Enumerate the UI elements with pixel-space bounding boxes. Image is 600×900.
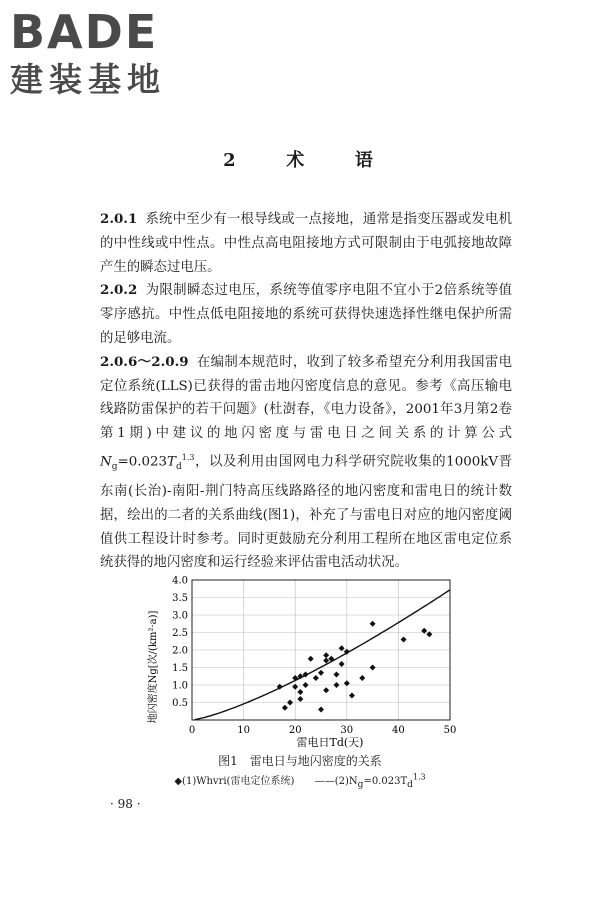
- paragraph-2-0-6: [100, 351, 512, 575]
- x-tick-label: 50: [443, 725, 457, 736]
- data-point: [308, 656, 314, 662]
- legend-formula-prefix: ——(2)N: [314, 776, 358, 787]
- data-point: [344, 680, 350, 686]
- y-tick-label: 0.5: [172, 698, 188, 709]
- x-tick-label: 20: [288, 725, 302, 736]
- data-point: [297, 696, 303, 702]
- chart-legend: [0, 772, 600, 790]
- legend-item-whvri: ◆(1)Whvri(雷电定位系统): [174, 776, 295, 787]
- data-point: [370, 621, 376, 627]
- y-tick-label: 2.5: [172, 628, 188, 639]
- paragraph-2-0-1: [100, 208, 512, 279]
- clause-text-b: ，以及利用由国网电力科学研究院收集的1000kV晋东南(长治)-南阳-荆门特高压线路路径的地闪密度和雷电日的统计数据，绘出的二者的关系曲线(图1)，补充了与雷电日对应的地闪密度阈值供工程设计时参考。同时更鼓励充分利用工程所在地区雷电定位系统获得的地闪密度和运行经验来评估雷电活动状况。: [100, 454, 512, 571]
- clause-text: 系统中至少有一根导线或一点接地，通常是指变压器或发电机的中性线或中性点。中性点高电阻接地方式可限制由于电弧接地故障产生的瞬态过电压。: [100, 212, 512, 275]
- formula-n-sub: g: [111, 462, 118, 473]
- data-point: [421, 628, 427, 634]
- bade-logo: [10, 6, 180, 100]
- legend-formula-mid: =0.023T: [363, 776, 408, 787]
- x-tick-label: 30: [340, 725, 354, 736]
- data-point: [339, 645, 345, 651]
- data-point: [359, 675, 365, 681]
- clause-number: 2.0.6～2.0.9: [100, 353, 189, 370]
- data-point: [292, 684, 298, 690]
- chapter-title: [0, 146, 600, 172]
- y-tick-label: 1.0: [172, 680, 188, 692]
- x-tick-label: 40: [392, 725, 405, 736]
- data-point: [297, 689, 303, 695]
- data-point: [318, 670, 324, 676]
- formula-n: N: [100, 454, 112, 470]
- y-tick-label: 4.0: [172, 575, 188, 587]
- clause-number: 2.0.2: [100, 282, 138, 299]
- y-axis-label: 地闪密度Ng[次/(km²·a)]: [148, 610, 159, 724]
- legend-item-formula: [314, 772, 426, 790]
- chapter-title-b: 语: [354, 150, 377, 171]
- y-tick-label: 2.0: [172, 645, 188, 657]
- formula-eq: =0.023: [117, 454, 168, 470]
- x-tick-label: 10: [237, 725, 250, 736]
- data-point: [287, 700, 293, 706]
- legend-formula-exp: 1.3: [412, 772, 426, 782]
- data-point: [426, 631, 432, 637]
- y-tick-label: 3.5: [172, 593, 188, 604]
- data-point: [323, 687, 329, 693]
- clause-number: 2.0.1: [100, 211, 138, 227]
- x-tick-label: 0: [188, 725, 196, 736]
- scatter-chart: [140, 572, 480, 750]
- data-point: [313, 675, 319, 681]
- x-axis-label: 雷电日Td(天): [296, 736, 364, 749]
- data-point: [339, 661, 345, 667]
- clause-text-a: 在编制本规范时，收到了较多希望充分利用我国雷电定位系统(LLS)已获得的雷击地闪密度信息的意见。参考《高压输电线路防雷保护的若干问题》(杜澍春，《电力设备》，2001年3月第2卷第1期)中建议的地闪密度与雷电日之间关系的计算公式: [100, 354, 512, 442]
- data-point: [323, 652, 329, 658]
- data-point: [349, 693, 355, 699]
- legend-formula-sub2: d: [407, 780, 413, 790]
- data-point: [370, 665, 376, 671]
- chapter-title-a: 术: [286, 150, 309, 171]
- fit-curve: [195, 590, 450, 720]
- formula-t-sub: d: [175, 462, 182, 473]
- data-point: [333, 682, 339, 688]
- data-point: [401, 637, 407, 643]
- page-number: · 98 ·: [110, 797, 141, 811]
- formula-t: T: [167, 454, 176, 470]
- y-tick-label: 1.5: [172, 663, 188, 674]
- data-point: [303, 682, 309, 688]
- clause-text: 为限制瞬态过电压，系统等值零序电阻不宜小于2倍系统等值零序感抗。中性点低电阻接地的系统可获得快速选择性继电保护所需的足够电流。: [100, 283, 512, 346]
- data-point: [318, 707, 324, 713]
- data-point: [282, 705, 288, 711]
- logo-subtitle: 建装基地: [10, 60, 166, 99]
- logo-text: BADE: [10, 5, 159, 59]
- formula-exp: 1.3: [181, 452, 195, 462]
- figure-caption: 图1 雷电日与地闪密度的关系: [218, 754, 382, 768]
- data-point: [333, 672, 339, 678]
- chapter-number: 2: [223, 150, 240, 171]
- legend-formula-sub: g: [357, 780, 364, 790]
- body-text: [100, 208, 512, 575]
- y-tick-label: 3.0: [172, 610, 188, 622]
- paragraph-2-0-2: [100, 279, 512, 350]
